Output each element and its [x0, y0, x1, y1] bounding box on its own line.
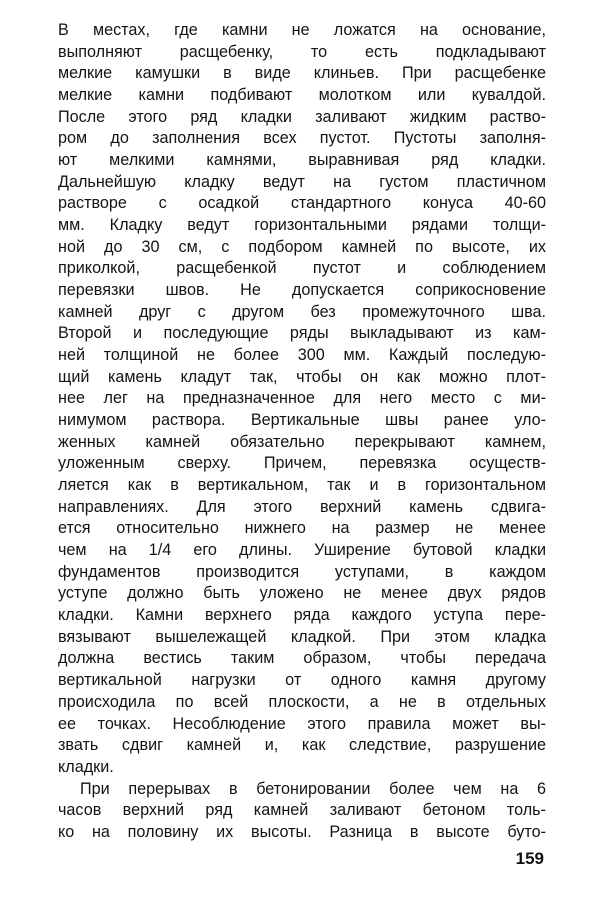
text-line: щий камень кладут так, чтобы он как можно плот- [58, 367, 546, 386]
text-line: ной до 30 см, с подбором камней по высоте, их [58, 237, 546, 256]
text-line: растворе с осадкой стандартного конуса 40-60 [58, 194, 546, 213]
body-text [58, 20, 546, 844]
text-line: ней толщиной не более 300 мм. Каждый последую- [58, 346, 546, 365]
text-line: должна вестись таким образом, чтобы передача [58, 649, 546, 668]
text-line: Дальнейшую кладку ведут на густом пластичном [58, 172, 546, 191]
text-line: направлениях. Для этого верхний камень сдвига- [58, 497, 546, 516]
text-line: Второй и последующие ряды выкладывают из кам- [58, 324, 546, 343]
text-line: кладки. [58, 757, 114, 776]
text-line: ром до заполнения всех пустот. Пустоты заполня- [58, 129, 546, 148]
text-line: нее лег на предназначенное для него место с ми- [58, 389, 546, 408]
text-line: приколкой, расщебенкой пустот и соблюдением [58, 259, 546, 278]
text-line: уложенным сверху. Причем, перевязка осуществ- [58, 454, 546, 473]
text-line: При перерывах в бетонировании более чем на 6 [80, 779, 546, 798]
text-line: уступе должно быть уложено не менее двух рядов [58, 584, 546, 603]
page-number: 159 [515, 849, 544, 868]
text-line: нимумом раствора. Вертикальные швы ранее уло- [58, 411, 546, 430]
text-line: перевязки швов. Не допускается соприкосновение [58, 281, 546, 300]
text-line: ляется как в вертикальном, так и в горизонтальном [58, 476, 546, 495]
text-line: вертикальной нагрузки от одного камня другому [58, 671, 546, 690]
text-line: камней друг с другом без промежуточного шва. [58, 302, 546, 321]
text-line: После этого ряд кладки заливают жидким раство- [58, 107, 546, 126]
text-line: часов верхний ряд камней заливают бетоном толь- [58, 801, 546, 820]
text-line: ется относительно нижнего на размер не менее [58, 519, 546, 538]
text-line: ко на половину их высоты. Разница в высоте буто- [58, 822, 546, 841]
text-line: ее точках. Несоблюдение этого правила может вы- [58, 714, 546, 733]
text-line: мелкие камушки в виде клиньев. При расщебенке [58, 64, 546, 83]
text-line: чем на 1/4 его длины. Уширение бутовой кладки [58, 541, 546, 560]
text-line: вязывают вышележащей кладкой. При этом кладка [58, 627, 546, 646]
paragraph [58, 20, 546, 779]
text-line: звать сдвиг камней и, как следствие, разрушение [58, 736, 546, 755]
text-line: мм. Кладку ведут горизонтальными рядами толщи- [58, 216, 546, 235]
text-line: кладки. Камни верхнего ряда каждого уступа пере- [58, 606, 546, 625]
text-line: ют мелкими камнями, выравнивая ряд кладки. [58, 151, 546, 170]
text-line: происходила по всей плоскости, а не в отдельных [58, 692, 546, 711]
text-line: В местах, где камни не ложатся на основание, [58, 21, 546, 39]
paragraph [58, 779, 546, 844]
text-line: выполняют расщебенку, то есть подкладывают [58, 42, 546, 61]
text-line: фундаментов производится уступами, в каждом [58, 562, 546, 581]
text-line: мелкие камни подбивают молотком или кувалдой. [58, 86, 546, 105]
text-line: женных камней обязательно перекрывают камнем, [58, 432, 546, 451]
